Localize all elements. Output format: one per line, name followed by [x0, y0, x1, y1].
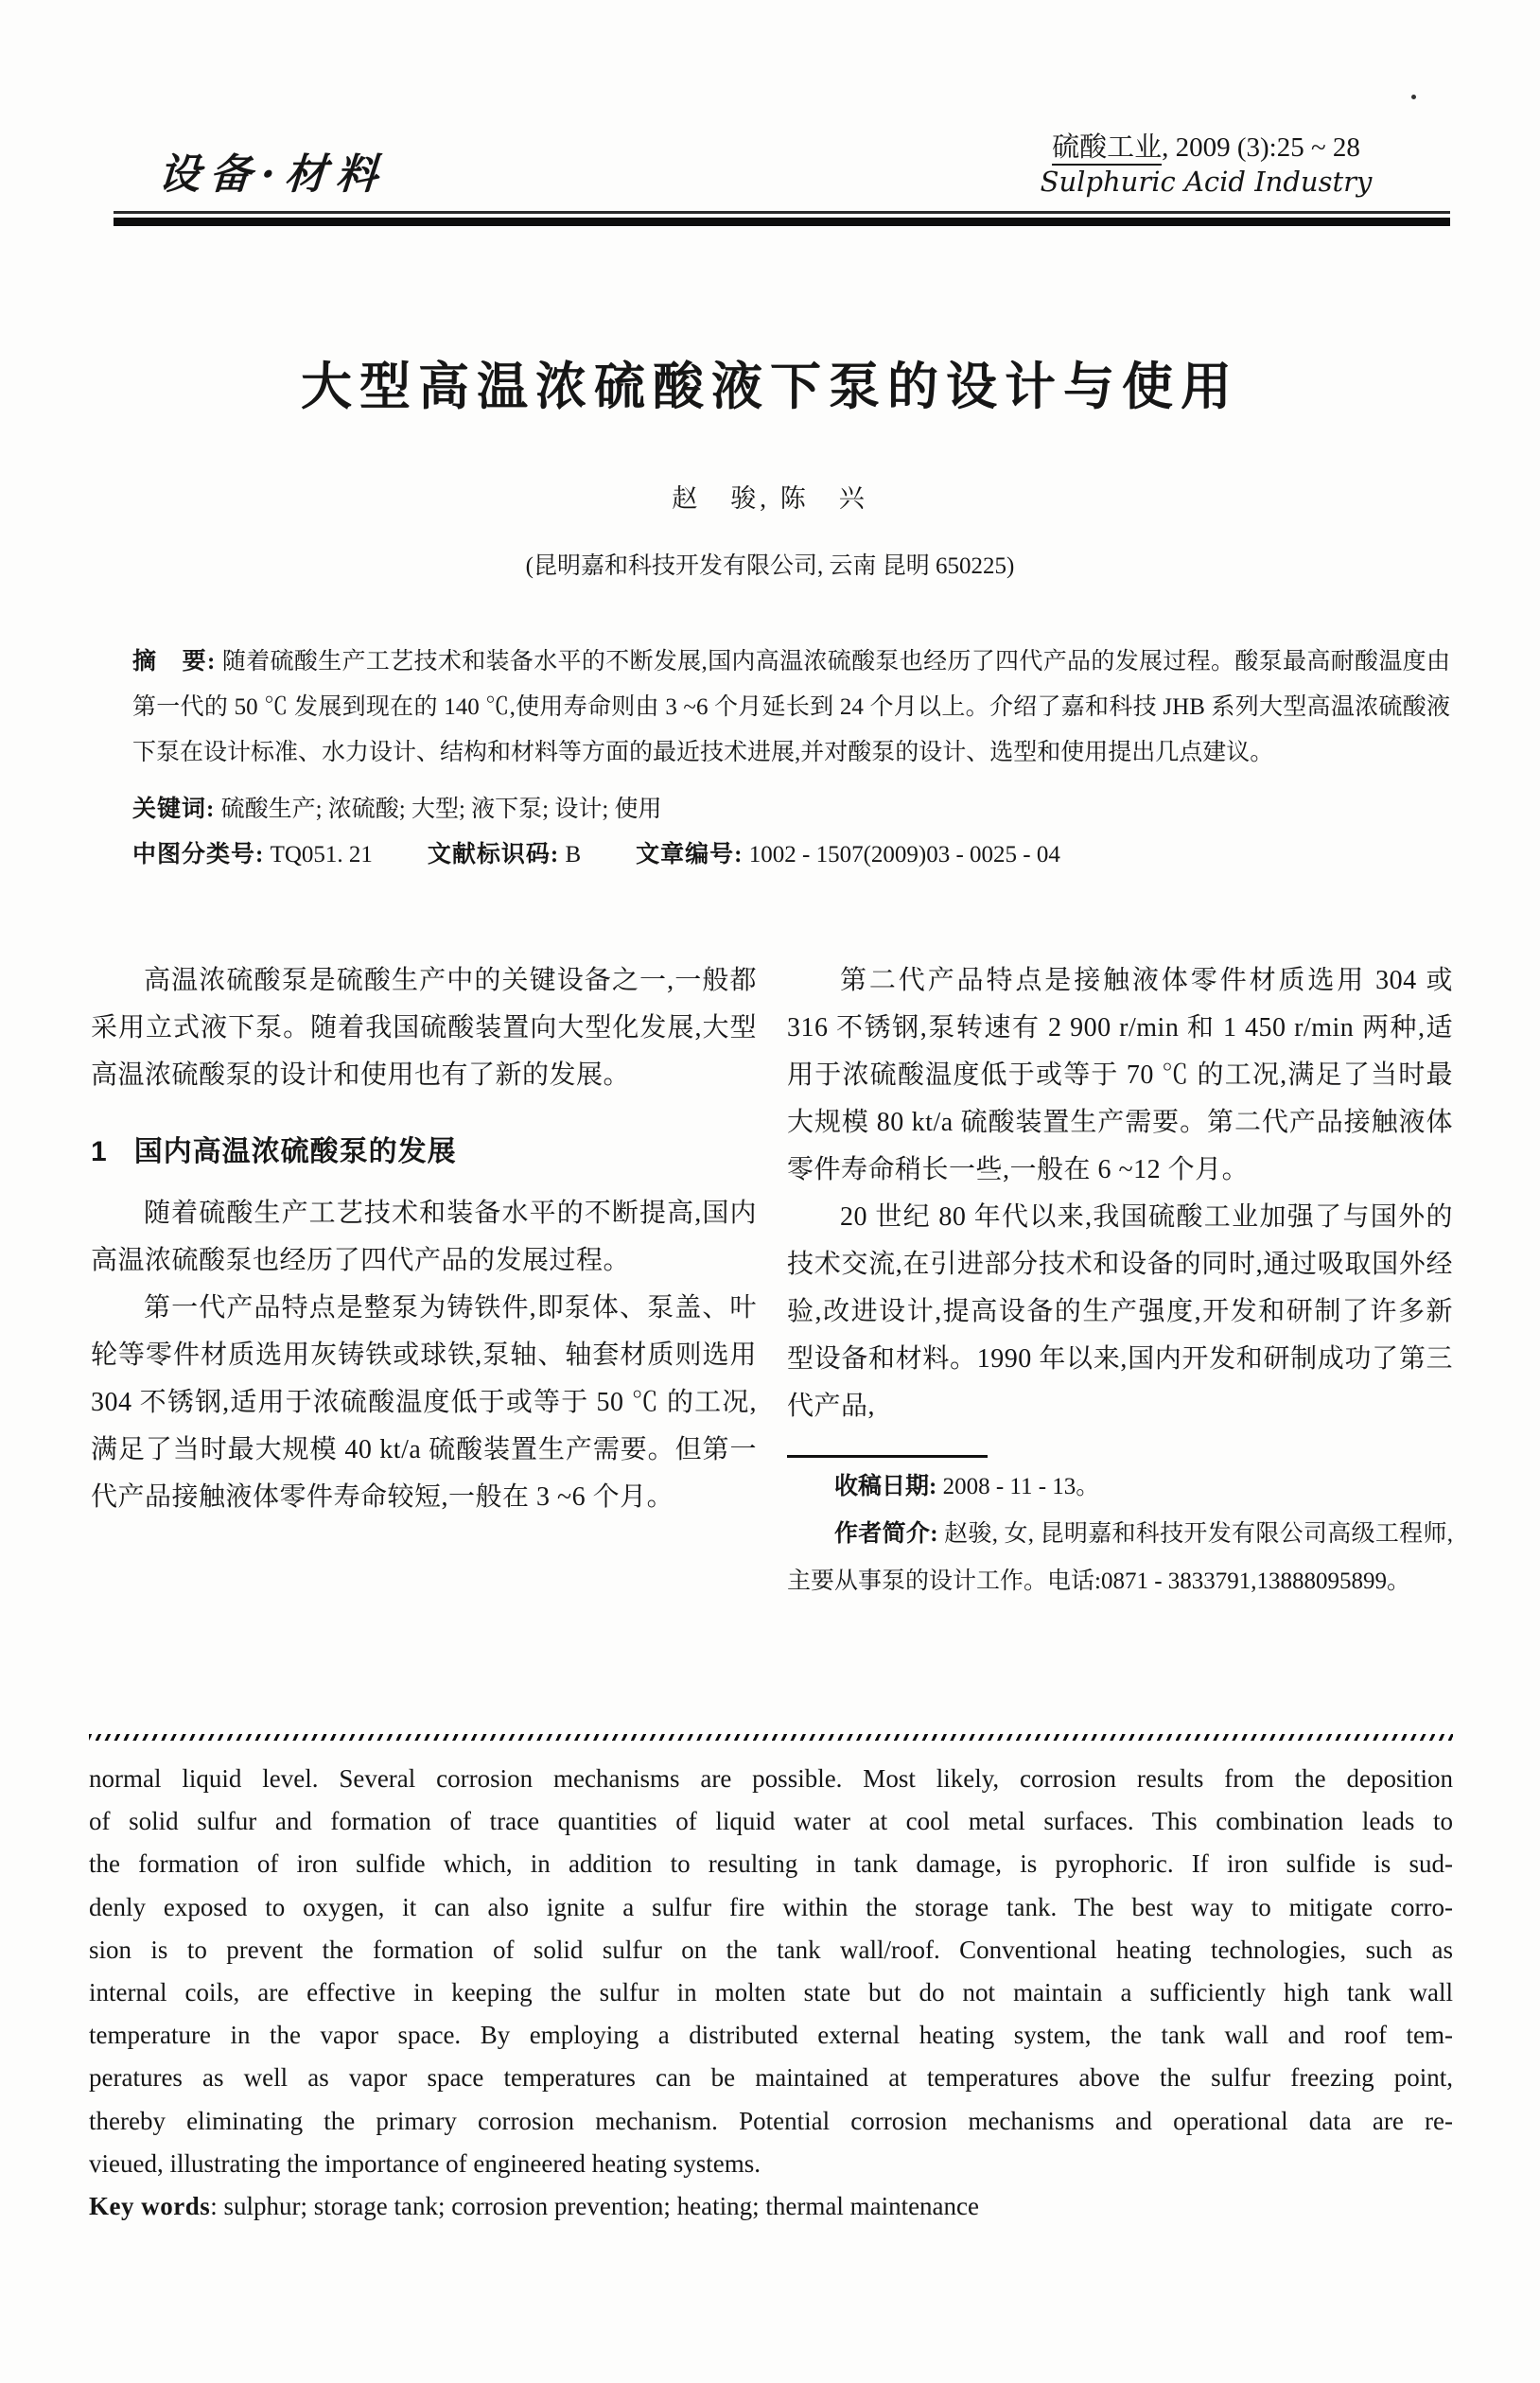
english-line: denly exposed to oxygen, it can also ignite a sulfur fire within the storage tank. The best way to mitigate corro-: [89, 1892, 1453, 1921]
author-bio-line: [787, 1511, 1453, 1605]
front-matter: [132, 640, 1450, 878]
article-title: 大型高温浓硫酸液下泵的设计与使用: [301, 359, 1239, 415]
received-date-label: 收稿日期:: [834, 1474, 937, 1499]
body-columns: [91, 957, 1453, 1605]
english-line: vieued, illustrating the importance of engineered heating systems.: [89, 2148, 761, 2178]
english-line: thereby eliminating the primary corrosion mechanism. Potential corrosion mechanisms and operational data are re-: [89, 2106, 1453, 2135]
english-keywords-label: Key words: [89, 2191, 211, 2220]
english-line: temperature in the vapor space. By employing a distributed external heating system, the tank wall and roof tem-: [89, 2021, 1453, 2050]
body-paragraph: 随着硫酸生产工艺技术和装备水平的不断提高,国内高温浓硫酸泵也经历了四代产品的发展过程。: [91, 1199, 757, 1275]
english-keywords-text: : sulphur; storage tank; corrosion prevention; heating; thermal maintenance: [210, 2191, 980, 2220]
author-bio-label: 作者简介:: [834, 1521, 938, 1547]
article-authors: 赵 骏, 陈 兴: [672, 484, 868, 513]
doc-code-label: 文献标识码:: [427, 842, 560, 867]
section-number: 1: [91, 1136, 108, 1167]
column-masthead: 设备·材料: [156, 150, 389, 199]
english-abstract: [89, 1758, 1453, 2228]
english-line: the formation of iron sulfide which, in addition to resulting in tank damage, is pyrophoric. If iron sulfide is sud-: [89, 1849, 1453, 1879]
body-paragraph: 高温浓硫酸泵是硫酸生产中的关键设备之一,一般都采用立式液下泵。随着我国硫酸装置向大型化发展,大型高温浓硫酸泵的设计和使用也有了新的发展。: [91, 966, 757, 1090]
clc-value: TQ051. 21: [264, 842, 373, 867]
received-date-value: 2008 - 11 - 13。: [936, 1474, 1100, 1499]
english-line: normal liquid level. Several corrosion mechanisms are possible. Most likely, corrosion results from the deposition: [89, 1764, 1453, 1793]
classification-line: [132, 832, 1450, 878]
keywords-label: 关键词:: [132, 797, 216, 822]
english-line: sion is to prevent the formation of solid sulfur on the tank wall/roof. Conventional heating technologies, such as: [89, 1935, 1453, 1964]
dotted-separator: [89, 1734, 1453, 1741]
article-id-label: 文章编号:: [636, 842, 744, 867]
doc-code-value: B: [559, 842, 582, 867]
journal-citation-block: [946, 131, 1466, 199]
english-line: peratures as well as vapor space temperatures can be maintained at temperatures above the sulfur freezing point,: [89, 2063, 1453, 2093]
header-rule: [114, 211, 1450, 226]
journal-name-en: Sulphuric Acid Industry: [1040, 166, 1373, 198]
body-paragraph: 20 世纪 80 年代以来,我国硫酸工业加强了与国外的技术交流,在引进部分技术和设备的同时,通过吸取国外经验,改进设计,提高设备的生产强度,开发和研制了许多新型设备和材料。1990 年以来,国内开发和研制成功了第三代产品,: [787, 1202, 1453, 1421]
keywords-line: [132, 787, 1450, 832]
body-paragraph: 第二代产品特点是接触液体零件材质选用 304 或 316 不锈钢,泵转速有 2 900 r/min 和 1 450 r/min 两种,适用于浓硫酸温度低于或等于 70 ℃ 的工况,满足了当时最大规模 80 kt/a 硫酸装置生产需要。第二代产品接触液体零件寿命稍长一些,一般在 6 ~12 个月。: [787, 966, 1453, 1184]
abstract-label: 摘 要:: [132, 649, 217, 675]
clc-label: 中图分类号:: [132, 842, 265, 867]
abstract-paragraph: [132, 640, 1450, 776]
footnote-block: [787, 1463, 1453, 1605]
english-line: internal coils, are effective in keeping the sulfur in molten state but do not maintain a sufficiently high tank wall: [89, 1977, 1453, 2006]
scan-speck: [1411, 95, 1416, 99]
article-id-value: 1002 - 1507(2009)03 - 0025 - 04: [743, 842, 1060, 867]
author-bio-value: 赵骏, 女, 昆明嘉和科技开发有限公司高级工程师,主要从事泵的设计工作。电话:0871 - 3833791,13888095899。: [787, 1521, 1453, 1594]
footnote-rule: [787, 1455, 988, 1458]
body-paragraph: 第一代产品特点是整泵为铸铁件,即泵体、泵盖、叶轮等零件材质选用灰铸铁或球铁,泵轴、轴套材质则选用 304 不锈钢,适用于浓硫酸温度低于或等于 50 ℃ 的工况,满足了当时最大规模 40 kt/a 硫酸装置生产需要。但第一代产品接触液体零件寿命较短,一般在 3 ~6 个月。: [91, 1293, 757, 1512]
journal-citation-cn: [946, 131, 1466, 165]
english-line: of solid sulfur and formation of trace quantities of liquid water at cool metal surfaces. This combination leads to: [89, 1807, 1453, 1836]
abstract-text: 随着硫酸生产工艺技术和装备水平的不断发展,国内高温浓硫酸泵也经历了四代产品的发展过程。酸泵最高耐酸温度由第一代的 50 ℃ 发展到现在的 140 ℃,使用寿命则由 3 ~6 个月延长到 24 个月以上。介绍了嘉和科技 JHB 系列大型高温浓硫酸液下泵在设计标准、水力设计、结构和材料等方面的最近技术进展,并对酸泵的设计、选型和使用提出几点建议。: [132, 649, 1450, 765]
keywords-text: 硫酸生产; 浓硫酸; 大型; 液下泵; 设计; 使用: [215, 797, 662, 822]
right-column: [787, 957, 1453, 1605]
section-heading-1: [91, 1128, 757, 1169]
article-affiliation: (昆明嘉和科技开发有限公司, 云南 昆明 650225): [525, 553, 1015, 579]
left-column: [91, 957, 757, 1605]
journal-issue-pages: , 2009 (3):25 ~ 28: [1162, 132, 1360, 163]
journal-name-cn: 硫酸工业: [1052, 132, 1162, 166]
english-keywords-line: [89, 2185, 1453, 2228]
section-title: 国内高温浓硫酸泵的发展: [133, 1136, 457, 1167]
received-date-line: [787, 1463, 1453, 1511]
